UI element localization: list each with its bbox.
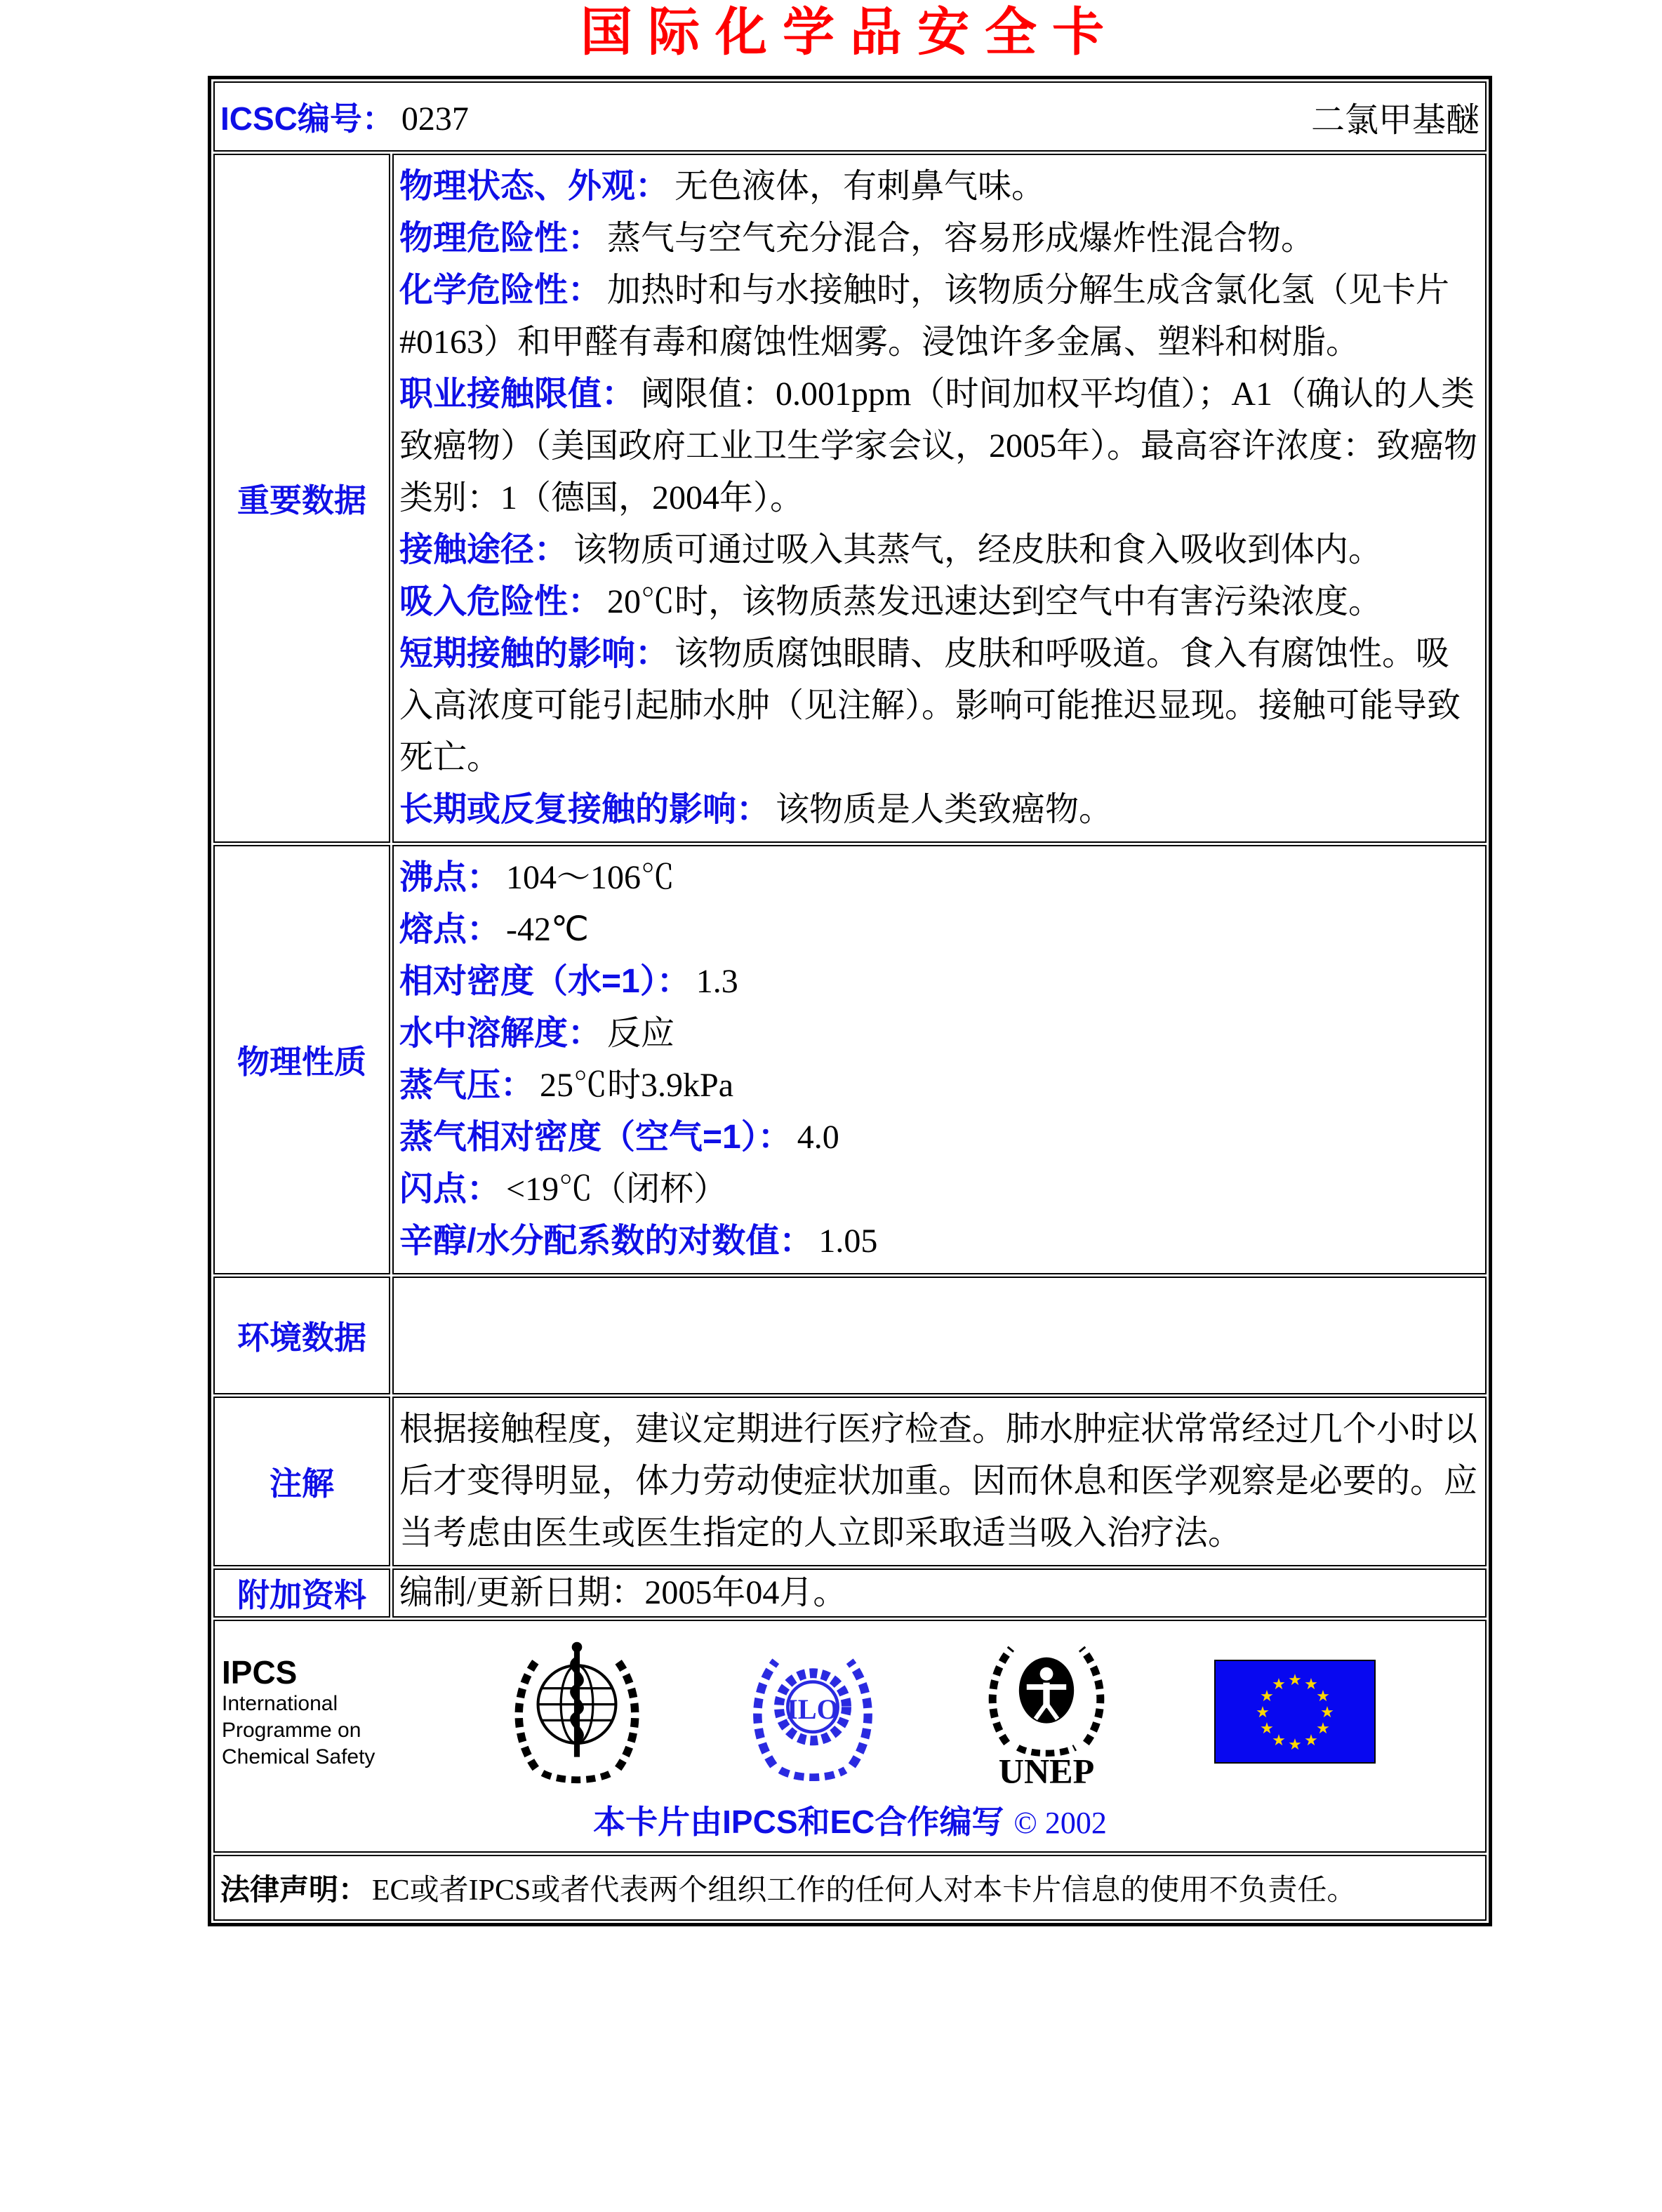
important-data-row [213,154,1487,843]
chemical-name: 二氯甲基醚 [1310,101,1480,139]
unep-logo-icon [980,1628,1112,1797]
page-title: 国际化学品安全卡 [580,4,1119,62]
item-vapor-relative-density: 蒸气相对密度（空气=1）： 4.0 [399,1119,839,1156]
item-physical-danger: 物理危险性： 蒸气与空气充分混合，容易形成爆炸性混合物。 [399,220,1315,257]
physical-properties-content [392,845,1487,1274]
item-short-term-effects: 短期接触的影响： 该物质腐蚀眼睛、皮肤和呼吸道。食入有腐蚀性。吸入高浓度可能引起肺水肿（见注解）。影响可能推迟显现。接触可能导致死亡。 [399,635,1461,776]
notes-content [392,1397,1487,1566]
who-logo-icon [508,1638,646,1787]
footer-caption [215,1797,1485,1847]
notes-text: 根据接触程度，建议定期进行医疗检查。肺水肿症状常常经过几个小时以后才变得明显，体力劳动使症状加重。因而休息和医学观察是必要的。应当考虑由医生或医生指定的人立即采取适当吸入治疗法。 [399,1411,1478,1552]
item-water-solubility: 水中溶解度： 反应 [399,1015,675,1052]
svg-text:★: ★ [1256,1704,1270,1721]
additional-info-content [392,1568,1487,1618]
footer-copyright: © 2002 [1013,1806,1107,1840]
svg-text:★: ★ [1260,1720,1274,1738]
svg-text:★: ★ [1272,1676,1286,1693]
svg-text:★: ★ [1304,1676,1318,1693]
header-row [213,81,1487,152]
ipcs-text-block [222,1654,406,1771]
svg-text:★: ★ [1320,1704,1334,1721]
svg-text:★: ★ [1288,1672,1302,1689]
item-inhalation-risk: 吸入危险性： 20℃时，该物质蒸发迅速达到空气中有害污染浓度。 [399,583,1383,620]
item-exposure-routes: 接触途径： 该物质可通过吸入其蒸气，经皮肤和食入吸收到体内。 [399,531,1383,568]
physical-properties-row [213,845,1487,1274]
eu-flag-icon [1214,1660,1376,1765]
svg-text:★: ★ [1288,1736,1302,1754]
additional-info-row [213,1568,1487,1618]
icsc-number-group [220,93,469,140]
footer-row [213,1620,1487,1853]
item-long-term-effects: 长期或反复接触的影响： 该物质是人类致癌物。 [399,791,1113,828]
icsc-number-value: 0237 [401,100,469,138]
item-physical-state: 物理状态、外观： 无色液体，有刺鼻气味。 [399,168,1046,205]
item-boiling-point: 沸点： 104～106℃ [399,859,675,896]
icsc-table [208,76,1492,1926]
svg-text:★: ★ [1260,1688,1274,1705]
legal-row [213,1855,1487,1921]
svg-text:★: ★ [1316,1720,1330,1738]
legal-text: EC或者IPCS或者代表两个组织工作的任何人对本卡片信息的使用不负责任。 [372,1874,1357,1907]
section-label-environmental-data: 环境数据 [213,1277,390,1394]
ilo-logo-text: ILO [787,1693,839,1725]
ipcs-line-1: International [222,1692,338,1715]
unep-logo-text: UNEP [998,1751,1094,1791]
item-relative-density: 相对密度（水=1）： 1.3 [399,963,738,1000]
item-occupational-limits: 职业接触限值： 阈限值：0.001ppm（时间加权平均值）；A1（确认的人类致癌物）（美国政府工业卫生学家会议，2005年）。最高容许浓度：致癌物类别：1（德国，2004年）。 [399,375,1478,517]
footer-caption-text: 本卡片由IPCS和EC合作编写 [593,1804,1004,1840]
ipcs-line-2: Programme on [222,1719,361,1742]
icsc-card-page [208,0,1492,1926]
section-label-notes: 注解 [213,1397,390,1566]
additional-info-text: 编制/更新日期：2005年04月。 [399,1574,847,1611]
item-flash-point: 闪点： <19℃（闭杯） [399,1171,728,1208]
item-octanol-water-coefficient: 辛醇/水分配系数的对数值： 1.05 [399,1222,878,1260]
item-melting-point: 熔点： -42℃ [399,911,589,948]
environmental-data-row [213,1277,1487,1394]
footer-cell [213,1620,1487,1853]
environmental-data-content [392,1277,1487,1394]
icsc-number-label: ICSC编号： [220,100,394,137]
header-cell [213,81,1487,152]
section-label-physical-properties: 物理性质 [213,845,390,1274]
ipcs-line-3: Chemical Safety [222,1745,375,1768]
item-chemical-danger: 化学危险性： 加热时和与水接触时，该物质分解生成含氯化氢（见卡片#0163）和甲醛有毒和腐蚀性烟雾。浸蚀许多金属、塑料和树脂。 [399,272,1450,361]
ipcs-acronym: IPCS [222,1654,298,1691]
svg-text:★: ★ [1316,1688,1330,1705]
svg-text:★: ★ [1304,1732,1318,1750]
legal-label: 法律声明： [220,1873,368,1906]
legal-cell [213,1855,1487,1921]
item-vapor-pressure: 蒸气压： 25℃时3.9kPa [399,1067,734,1104]
section-label-important-data: 重要数据 [213,154,390,843]
important-data-content [392,154,1487,843]
svg-text:★: ★ [1272,1732,1286,1750]
notes-row [213,1397,1487,1566]
section-label-additional-info: 附加资料 [213,1568,390,1618]
ilo-logo-icon [747,1640,878,1785]
